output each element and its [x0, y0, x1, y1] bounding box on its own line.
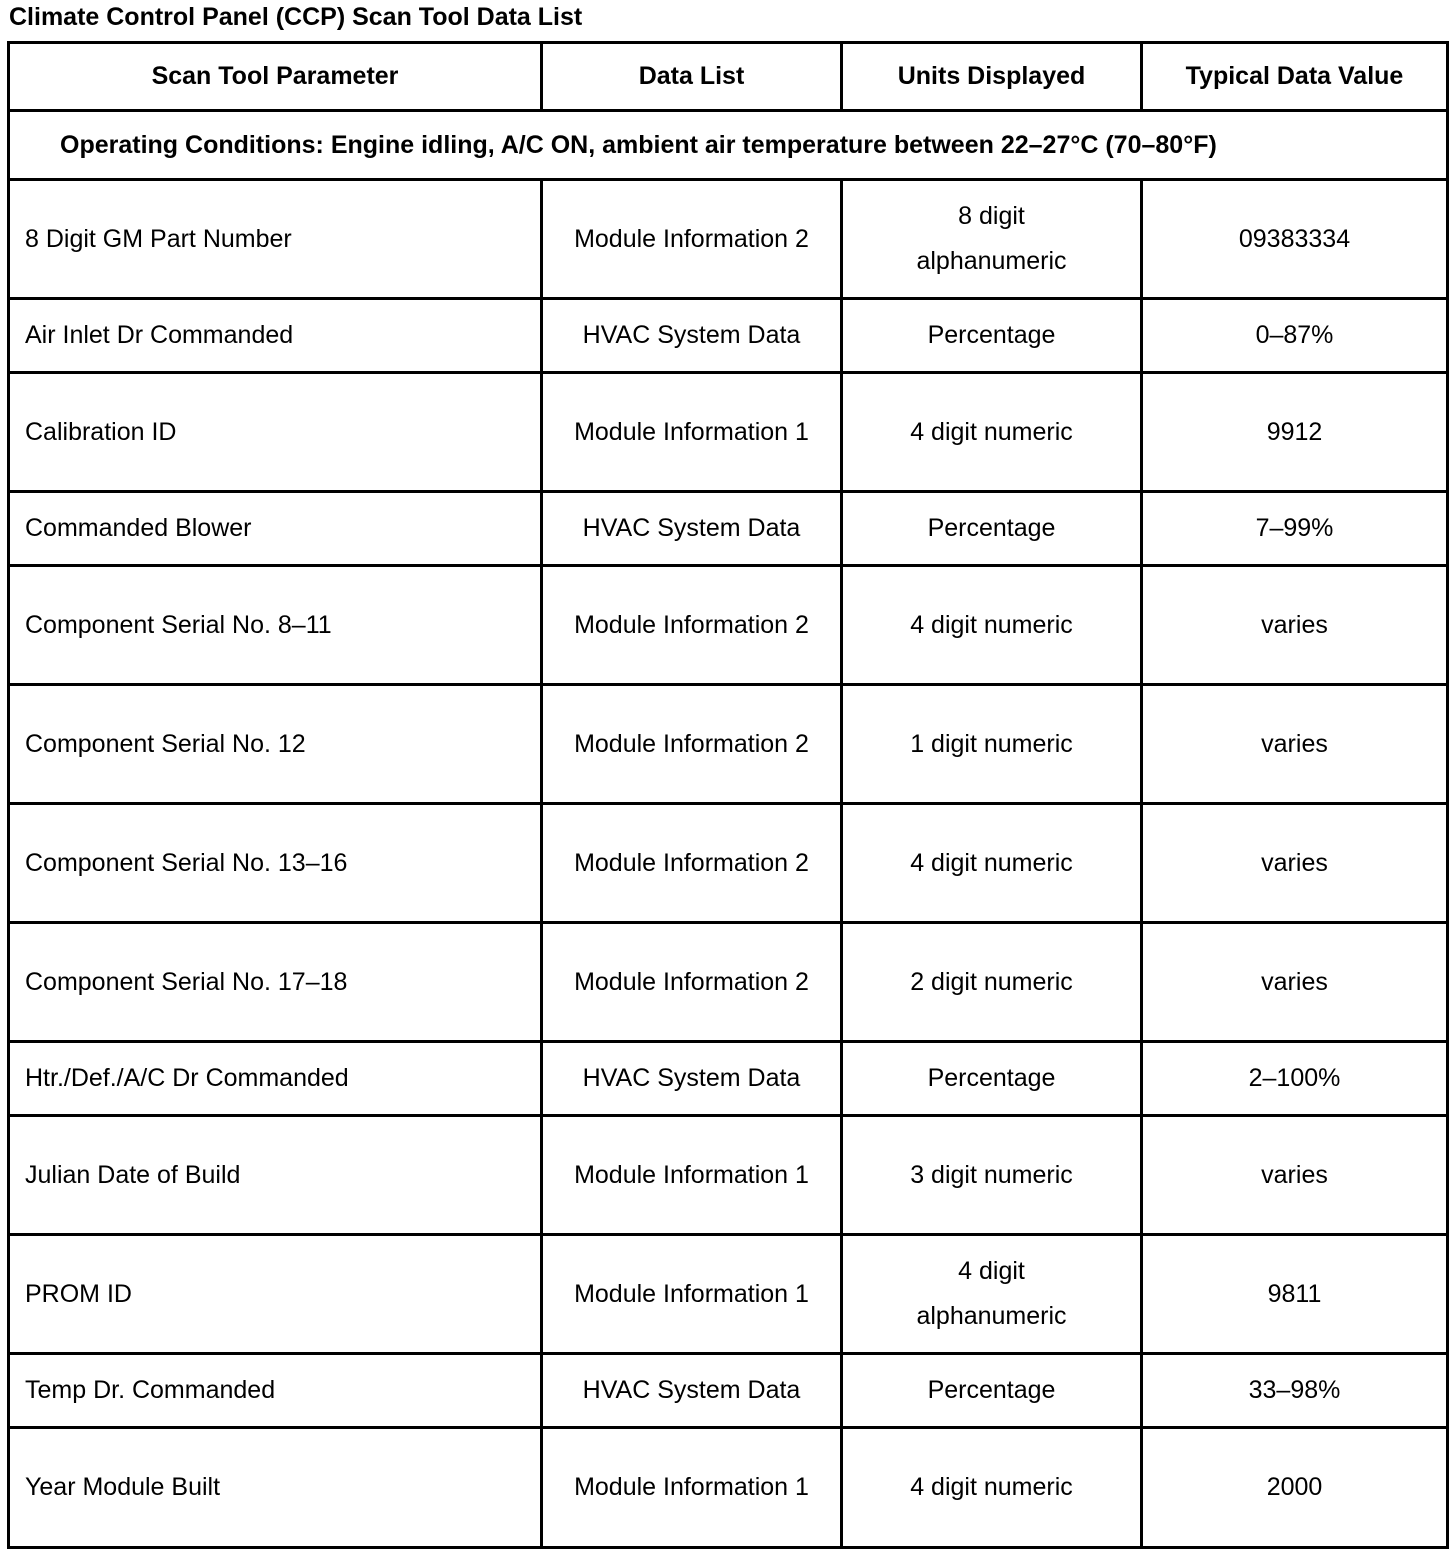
data-list-cell — [542, 1428, 842, 1548]
table-row — [9, 1354, 1448, 1428]
typical-value-cell: varies — [1142, 1116, 1448, 1235]
units-cell: Percentage — [842, 1354, 1142, 1428]
typical-value-cell: varies — [1142, 566, 1448, 685]
parameter-cell: Component Serial No. 8–11 — [9, 566, 542, 685]
units-cell: 4 digit numeric — [842, 566, 1142, 685]
data-list-text: Module Information 1 — [574, 1279, 809, 1308]
data-list-cell — [542, 180, 842, 299]
data-list-text: Module Information 2 — [574, 848, 809, 877]
table-row — [9, 1235, 1448, 1354]
units-cell: 1 digit numeric — [842, 685, 1142, 804]
parameter-cell: Julian Date of Build — [9, 1116, 542, 1235]
data-list-cell — [542, 1354, 842, 1428]
data-list-text: Module Information 2 — [574, 610, 809, 639]
units-cell — [842, 180, 1142, 299]
parameter-cell: Year Module Built — [9, 1428, 542, 1548]
typical-value-cell: varies — [1142, 804, 1448, 923]
table-row — [9, 373, 1448, 492]
data-list-cell — [542, 685, 842, 804]
typical-value-cell: 9811 — [1142, 1235, 1448, 1354]
operating-conditions: Operating Conditions: Engine idling, A/C ON, ambient air temperature between 22–27°C (70–80°F) — [9, 111, 1448, 180]
data-list-text: HVAC System Data — [582, 321, 801, 349]
data-list-text: Module Information 1 — [574, 1473, 809, 1501]
parameter-cell: Htr./Def./A/C Dr Commanded — [9, 1042, 542, 1116]
parameter-cell: Air Inlet Dr Commanded — [9, 299, 542, 373]
table-row — [9, 923, 1448, 1042]
data-list-cell — [542, 566, 842, 685]
data-list-cell — [542, 299, 842, 373]
header-data-list: Data List — [542, 43, 842, 111]
typical-value-cell: varies — [1142, 685, 1448, 804]
data-list-cell — [542, 1235, 842, 1354]
units-cell: 4 digit numeric — [842, 804, 1142, 923]
parameter-cell: 8 Digit GM Part Number — [9, 180, 542, 299]
units-text: 4 digit alphanumeric — [916, 1257, 1067, 1330]
typical-value-cell: 0–87% — [1142, 299, 1448, 373]
units-cell: 4 digit numeric — [842, 1428, 1142, 1548]
typical-value-cell: 7–99% — [1142, 492, 1448, 566]
data-list-text: Module Information 1 — [574, 1160, 809, 1189]
typical-value-cell: 2000 — [1142, 1428, 1448, 1548]
parameter-cell: Commanded Blower — [9, 492, 542, 566]
units-cell: Percentage — [842, 1042, 1142, 1116]
data-list-cell — [542, 923, 842, 1042]
typical-value-cell: 33–98% — [1142, 1354, 1448, 1428]
table-row — [9, 299, 1448, 373]
parameter-cell: PROM ID — [9, 1235, 542, 1354]
header-typical-data-value: Typical Data Value — [1142, 43, 1448, 111]
operating-conditions-row — [9, 111, 1448, 180]
parameter-cell: Component Serial No. 13–16 — [9, 804, 542, 923]
parameter-cell: Calibration ID — [9, 373, 542, 492]
table-row — [9, 1042, 1448, 1116]
units-text: 8 digit alphanumeric — [916, 202, 1067, 275]
typical-value-cell: 2–100% — [1142, 1042, 1448, 1116]
table-row — [9, 566, 1448, 685]
typical-value-cell: varies — [1142, 923, 1448, 1042]
parameter-cell: Component Serial No. 12 — [9, 685, 542, 804]
parameter-cell: Temp Dr. Commanded — [9, 1354, 542, 1428]
data-list-text: Module Information 1 — [574, 417, 809, 446]
data-list-text: HVAC System Data — [582, 514, 801, 542]
header-units-displayed: Units Displayed — [842, 43, 1142, 111]
data-list-cell — [542, 1042, 842, 1116]
data-list-text: HVAC System Data — [582, 1064, 801, 1092]
table-row — [9, 180, 1448, 299]
units-cell: 4 digit numeric — [842, 373, 1142, 492]
scan-tool-data-table — [7, 41, 1449, 1549]
data-list-text: Module Information 2 — [574, 729, 809, 758]
units-cell: 2 digit numeric — [842, 923, 1142, 1042]
table-row — [9, 685, 1448, 804]
document-title: Climate Control Panel (CCP) Scan Tool Data List — [9, 3, 583, 31]
table-row — [9, 492, 1448, 566]
data-list-text: HVAC System Data — [582, 1376, 801, 1404]
table-row — [9, 804, 1448, 923]
header-row — [9, 43, 1448, 111]
parameter-cell: Component Serial No. 17–18 — [9, 923, 542, 1042]
units-cell: 3 digit numeric — [842, 1116, 1142, 1235]
data-list-cell — [542, 373, 842, 492]
units-cell: Percentage — [842, 492, 1142, 566]
table-row — [9, 1428, 1448, 1548]
table-row — [9, 1116, 1448, 1235]
data-list-text: Module Information 2 — [574, 224, 809, 253]
data-list-cell — [542, 1116, 842, 1235]
typical-value-cell: 09383334 — [1142, 180, 1448, 299]
typical-value-cell: 9912 — [1142, 373, 1448, 492]
header-scan-tool-parameter: Scan Tool Parameter — [9, 43, 542, 111]
data-list-text: Module Information 2 — [574, 967, 809, 996]
data-list-cell — [542, 804, 842, 923]
units-cell — [842, 1235, 1142, 1354]
units-cell: Percentage — [842, 299, 1142, 373]
data-list-cell — [542, 492, 842, 566]
